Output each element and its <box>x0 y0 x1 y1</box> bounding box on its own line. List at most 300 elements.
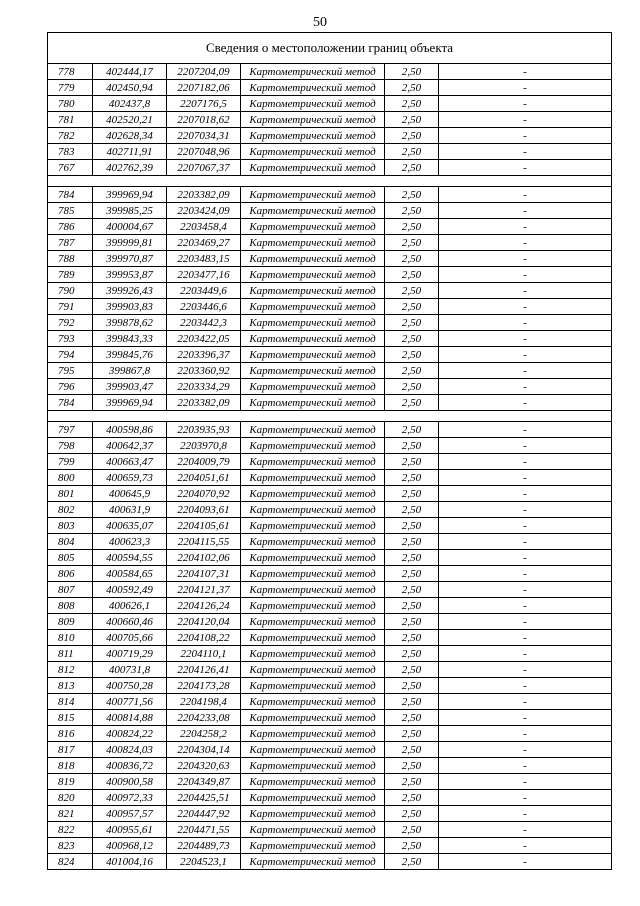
group-separator-row <box>48 411 612 422</box>
x-coordinate-cell: 400824,03 <box>93 742 167 758</box>
y-coordinate-cell: 2203970,8 <box>167 438 241 454</box>
table-title: Сведения о местоположении границ объекта <box>48 33 612 64</box>
table-row <box>48 315 612 331</box>
y-coordinate-cell: 2204233,08 <box>167 710 241 726</box>
accuracy-cell: 2,50 <box>385 838 439 854</box>
description-cell: - <box>439 742 612 758</box>
accuracy-cell: 2,50 <box>385 854 439 870</box>
method-cell: Картометрический метод <box>241 128 385 144</box>
method-cell: Картометрический метод <box>241 112 385 128</box>
method-cell: Картометрический метод <box>241 566 385 582</box>
point-number-cell: 798 <box>48 438 93 454</box>
y-coordinate-cell: 2207034,31 <box>167 128 241 144</box>
description-cell: - <box>439 235 612 251</box>
boundary-coordinates-table <box>47 32 612 870</box>
x-coordinate-cell: 400660,46 <box>93 614 167 630</box>
y-coordinate-cell: 2207067,37 <box>167 160 241 176</box>
y-coordinate-cell: 2207018,62 <box>167 112 241 128</box>
description-cell: - <box>439 64 612 80</box>
x-coordinate-cell: 399867,8 <box>93 363 167 379</box>
point-number-cell: 784 <box>48 187 93 203</box>
table-row <box>48 283 612 299</box>
accuracy-cell: 2,50 <box>385 646 439 662</box>
x-coordinate-cell: 399953,87 <box>93 267 167 283</box>
y-coordinate-cell: 2203446,6 <box>167 299 241 315</box>
x-coordinate-cell: 402437,8 <box>93 96 167 112</box>
table-row <box>48 219 612 235</box>
method-cell: Картометрический метод <box>241 438 385 454</box>
point-number-cell: 801 <box>48 486 93 502</box>
x-coordinate-cell: 400626,1 <box>93 598 167 614</box>
accuracy-cell: 2,50 <box>385 534 439 550</box>
accuracy-cell: 2,50 <box>385 742 439 758</box>
table-row <box>48 267 612 283</box>
x-coordinate-cell: 400642,37 <box>93 438 167 454</box>
method-cell: Картометрический метод <box>241 144 385 160</box>
accuracy-cell: 2,50 <box>385 550 439 566</box>
method-cell: Картометрический метод <box>241 379 385 395</box>
table-row <box>48 502 612 518</box>
method-cell: Картометрический метод <box>241 710 385 726</box>
method-cell: Картометрический метод <box>241 534 385 550</box>
table-row <box>48 80 612 96</box>
method-cell: Картометрический метод <box>241 774 385 790</box>
y-coordinate-cell: 2203382,09 <box>167 395 241 411</box>
accuracy-cell: 2,50 <box>385 454 439 470</box>
description-cell: - <box>439 854 612 870</box>
y-coordinate-cell: 2204523,1 <box>167 854 241 870</box>
point-number-cell: 784 <box>48 395 93 411</box>
y-coordinate-cell: 2204070,92 <box>167 486 241 502</box>
point-number-cell: 815 <box>48 710 93 726</box>
description-cell: - <box>439 187 612 203</box>
description-cell: - <box>439 112 612 128</box>
table-row <box>48 96 612 112</box>
table-row <box>48 363 612 379</box>
table-row <box>48 235 612 251</box>
table-row <box>48 694 612 710</box>
method-cell: Картометрический метод <box>241 235 385 251</box>
x-coordinate-cell: 400955,61 <box>93 822 167 838</box>
point-number-cell: 821 <box>48 806 93 822</box>
y-coordinate-cell: 2204425,51 <box>167 790 241 806</box>
description-cell: - <box>439 422 612 438</box>
description-cell: - <box>439 470 612 486</box>
table-row <box>48 614 612 630</box>
table-row <box>48 486 612 502</box>
accuracy-cell: 2,50 <box>385 582 439 598</box>
description-cell: - <box>439 822 612 838</box>
y-coordinate-cell: 2204108,22 <box>167 630 241 646</box>
point-number-cell: 788 <box>48 251 93 267</box>
accuracy-cell: 2,50 <box>385 710 439 726</box>
x-coordinate-cell: 400663,47 <box>93 454 167 470</box>
point-number-cell: 804 <box>48 534 93 550</box>
point-number-cell: 781 <box>48 112 93 128</box>
method-cell: Картометрический метод <box>241 315 385 331</box>
description-cell: - <box>439 838 612 854</box>
table-row <box>48 128 612 144</box>
description-cell: - <box>439 395 612 411</box>
accuracy-cell: 2,50 <box>385 96 439 112</box>
accuracy-cell: 2,50 <box>385 502 439 518</box>
method-cell: Картометрический метод <box>241 187 385 203</box>
y-coordinate-cell: 2203442,3 <box>167 315 241 331</box>
table-row <box>48 454 612 470</box>
accuracy-cell: 2,50 <box>385 790 439 806</box>
x-coordinate-cell: 400659,73 <box>93 470 167 486</box>
method-cell: Картометрический метод <box>241 299 385 315</box>
description-cell: - <box>439 630 612 646</box>
point-number-cell: 813 <box>48 678 93 694</box>
accuracy-cell: 2,50 <box>385 347 439 363</box>
point-number-cell: 767 <box>48 160 93 176</box>
x-coordinate-cell: 400750,28 <box>93 678 167 694</box>
method-cell: Картометрический метод <box>241 331 385 347</box>
accuracy-cell: 2,50 <box>385 203 439 219</box>
description-cell: - <box>439 694 612 710</box>
description-cell: - <box>439 502 612 518</box>
table-row <box>48 347 612 363</box>
x-coordinate-cell: 400957,57 <box>93 806 167 822</box>
x-coordinate-cell: 400972,33 <box>93 790 167 806</box>
table-row <box>48 251 612 267</box>
point-number-cell: 794 <box>48 347 93 363</box>
x-coordinate-cell: 400623,3 <box>93 534 167 550</box>
y-coordinate-cell: 2203458,4 <box>167 219 241 235</box>
description-cell: - <box>439 582 612 598</box>
description-cell: - <box>439 363 612 379</box>
description-cell: - <box>439 80 612 96</box>
method-cell: Картометрический метод <box>241 251 385 267</box>
x-coordinate-cell: 402520,21 <box>93 112 167 128</box>
point-number-cell: 808 <box>48 598 93 614</box>
y-coordinate-cell: 2204093,61 <box>167 502 241 518</box>
description-cell: - <box>439 128 612 144</box>
description-cell: - <box>439 160 612 176</box>
table-row <box>48 710 612 726</box>
accuracy-cell: 2,50 <box>385 598 439 614</box>
y-coordinate-cell: 2204126,24 <box>167 598 241 614</box>
accuracy-cell: 2,50 <box>385 822 439 838</box>
point-number-cell: 818 <box>48 758 93 774</box>
x-coordinate-cell: 399970,87 <box>93 251 167 267</box>
method-cell: Картометрический метод <box>241 267 385 283</box>
table-row <box>48 822 612 838</box>
method-cell: Картометрический метод <box>241 454 385 470</box>
description-cell: - <box>439 315 612 331</box>
point-number-cell: 802 <box>48 502 93 518</box>
description-cell: - <box>439 758 612 774</box>
point-number-cell: 816 <box>48 726 93 742</box>
x-coordinate-cell: 400635,07 <box>93 518 167 534</box>
table-row <box>48 806 612 822</box>
y-coordinate-cell: 2203477,16 <box>167 267 241 283</box>
x-coordinate-cell: 400771,56 <box>93 694 167 710</box>
y-coordinate-cell: 2203935,93 <box>167 422 241 438</box>
method-cell: Картометрический метод <box>241 80 385 96</box>
table-row <box>48 646 612 662</box>
table-row <box>48 379 612 395</box>
y-coordinate-cell: 2203382,09 <box>167 187 241 203</box>
table-row <box>48 534 612 550</box>
method-cell: Картометрический метод <box>241 662 385 678</box>
accuracy-cell: 2,50 <box>385 267 439 283</box>
point-number-cell: 780 <box>48 96 93 112</box>
x-coordinate-cell: 400814,88 <box>93 710 167 726</box>
description-cell: - <box>439 454 612 470</box>
point-number-cell: 795 <box>48 363 93 379</box>
description-cell: - <box>439 710 612 726</box>
method-cell: Картометрический метод <box>241 395 385 411</box>
y-coordinate-cell: 2204258,2 <box>167 726 241 742</box>
point-number-cell: 787 <box>48 235 93 251</box>
method-cell: Картометрический метод <box>241 822 385 838</box>
x-coordinate-cell: 399878,62 <box>93 315 167 331</box>
accuracy-cell: 2,50 <box>385 614 439 630</box>
y-coordinate-cell: 2204009,79 <box>167 454 241 470</box>
y-coordinate-cell: 2203396,37 <box>167 347 241 363</box>
x-coordinate-cell: 399969,94 <box>93 395 167 411</box>
accuracy-cell: 2,50 <box>385 128 439 144</box>
description-cell: - <box>439 678 612 694</box>
x-coordinate-cell: 399985,25 <box>93 203 167 219</box>
method-cell: Картометрический метод <box>241 742 385 758</box>
x-coordinate-cell: 400705,66 <box>93 630 167 646</box>
point-number-cell: 807 <box>48 582 93 598</box>
accuracy-cell: 2,50 <box>385 630 439 646</box>
method-cell: Картометрический метод <box>241 422 385 438</box>
accuracy-cell: 2,50 <box>385 395 439 411</box>
method-cell: Картометрический метод <box>241 598 385 614</box>
method-cell: Картометрический метод <box>241 726 385 742</box>
table-row <box>48 630 612 646</box>
description-cell: - <box>439 662 612 678</box>
description-cell: - <box>439 646 612 662</box>
point-number-cell: 814 <box>48 694 93 710</box>
y-coordinate-cell: 2204349,87 <box>167 774 241 790</box>
accuracy-cell: 2,50 <box>385 251 439 267</box>
method-cell: Картометрический метод <box>241 646 385 662</box>
table-row <box>48 854 612 870</box>
description-cell: - <box>439 251 612 267</box>
table-row <box>48 395 612 411</box>
description-cell: - <box>439 219 612 235</box>
accuracy-cell: 2,50 <box>385 219 439 235</box>
method-cell: Картометрический метод <box>241 160 385 176</box>
point-number-cell: 812 <box>48 662 93 678</box>
method-cell: Картометрический метод <box>241 614 385 630</box>
y-coordinate-cell: 2204121,37 <box>167 582 241 598</box>
table-row <box>48 160 612 176</box>
y-coordinate-cell: 2207204,09 <box>167 64 241 80</box>
y-coordinate-cell: 2204102,06 <box>167 550 241 566</box>
point-number-cell: 819 <box>48 774 93 790</box>
description-cell: - <box>439 774 612 790</box>
point-number-cell: 785 <box>48 203 93 219</box>
x-coordinate-cell: 399999,81 <box>93 235 167 251</box>
point-number-cell: 791 <box>48 299 93 315</box>
y-coordinate-cell: 2204173,28 <box>167 678 241 694</box>
table-row <box>48 758 612 774</box>
point-number-cell: 805 <box>48 550 93 566</box>
method-cell: Картометрический метод <box>241 64 385 80</box>
x-coordinate-cell: 399903,47 <box>93 379 167 395</box>
point-number-cell: 806 <box>48 566 93 582</box>
page-number: 50 <box>313 15 327 30</box>
y-coordinate-cell: 2204120,04 <box>167 614 241 630</box>
y-coordinate-cell: 2204198,4 <box>167 694 241 710</box>
method-cell: Картометрический метод <box>241 502 385 518</box>
point-number-cell: 799 <box>48 454 93 470</box>
description-cell: - <box>439 96 612 112</box>
accuracy-cell: 2,50 <box>385 283 439 299</box>
y-coordinate-cell: 2203469,27 <box>167 235 241 251</box>
y-coordinate-cell: 2203424,09 <box>167 203 241 219</box>
y-coordinate-cell: 2203449,6 <box>167 283 241 299</box>
description-cell: - <box>439 614 612 630</box>
method-cell: Картометрический метод <box>241 694 385 710</box>
description-cell: - <box>439 486 612 502</box>
accuracy-cell: 2,50 <box>385 80 439 96</box>
method-cell: Картометрический метод <box>241 838 385 854</box>
point-number-cell: 796 <box>48 379 93 395</box>
accuracy-cell: 2,50 <box>385 235 439 251</box>
x-coordinate-cell: 402450,94 <box>93 80 167 96</box>
description-cell: - <box>439 331 612 347</box>
y-coordinate-cell: 2203334,29 <box>167 379 241 395</box>
y-coordinate-cell: 2204304,14 <box>167 742 241 758</box>
point-number-cell: 824 <box>48 854 93 870</box>
accuracy-cell: 2,50 <box>385 758 439 774</box>
group-separator-row <box>48 176 612 187</box>
accuracy-cell: 2,50 <box>385 299 439 315</box>
description-cell: - <box>439 550 612 566</box>
table-row <box>48 742 612 758</box>
table-row <box>48 299 612 315</box>
description-cell: - <box>439 598 612 614</box>
point-number-cell: 783 <box>48 144 93 160</box>
point-number-cell: 792 <box>48 315 93 331</box>
description-cell: - <box>439 518 612 534</box>
x-coordinate-cell: 400004,67 <box>93 219 167 235</box>
y-coordinate-cell: 2204107,31 <box>167 566 241 582</box>
accuracy-cell: 2,50 <box>385 160 439 176</box>
method-cell: Картометрический метод <box>241 550 385 566</box>
y-coordinate-cell: 2204447,92 <box>167 806 241 822</box>
accuracy-cell: 2,50 <box>385 187 439 203</box>
description-cell: - <box>439 790 612 806</box>
y-coordinate-cell: 2204489,73 <box>167 838 241 854</box>
x-coordinate-cell: 399845,76 <box>93 347 167 363</box>
table-row <box>48 187 612 203</box>
table-row <box>48 678 612 694</box>
accuracy-cell: 2,50 <box>385 518 439 534</box>
table-row <box>48 422 612 438</box>
accuracy-cell: 2,50 <box>385 566 439 582</box>
point-number-cell: 803 <box>48 518 93 534</box>
x-coordinate-cell: 400900,58 <box>93 774 167 790</box>
method-cell: Картометрический метод <box>241 582 385 598</box>
y-coordinate-cell: 2204105,61 <box>167 518 241 534</box>
x-coordinate-cell: 402711,91 <box>93 144 167 160</box>
accuracy-cell: 2,50 <box>385 144 439 160</box>
method-cell: Картометрический метод <box>241 203 385 219</box>
x-coordinate-cell: 402762,39 <box>93 160 167 176</box>
method-cell: Картометрический метод <box>241 283 385 299</box>
x-coordinate-cell: 400594,55 <box>93 550 167 566</box>
point-number-cell: 779 <box>48 80 93 96</box>
table-row <box>48 438 612 454</box>
y-coordinate-cell: 2204110,1 <box>167 646 241 662</box>
point-number-cell: 820 <box>48 790 93 806</box>
method-cell: Картометрический метод <box>241 678 385 694</box>
accuracy-cell: 2,50 <box>385 64 439 80</box>
method-cell: Картометрический метод <box>241 363 385 379</box>
description-cell: - <box>439 534 612 550</box>
accuracy-cell: 2,50 <box>385 363 439 379</box>
method-cell: Картометрический метод <box>241 470 385 486</box>
accuracy-cell: 2,50 <box>385 112 439 128</box>
point-number-cell: 786 <box>48 219 93 235</box>
x-coordinate-cell: 400631,9 <box>93 502 167 518</box>
accuracy-cell: 2,50 <box>385 726 439 742</box>
point-number-cell: 778 <box>48 64 93 80</box>
y-coordinate-cell: 2207182,06 <box>167 80 241 96</box>
x-coordinate-cell: 400645,9 <box>93 486 167 502</box>
accuracy-cell: 2,50 <box>385 806 439 822</box>
point-number-cell: 822 <box>48 822 93 838</box>
x-coordinate-cell: 399843,33 <box>93 331 167 347</box>
x-coordinate-cell: 400836,72 <box>93 758 167 774</box>
x-coordinate-cell: 400592,49 <box>93 582 167 598</box>
y-coordinate-cell: 2204320,63 <box>167 758 241 774</box>
description-cell: - <box>439 203 612 219</box>
table-row <box>48 726 612 742</box>
table-title-row <box>48 33 612 64</box>
x-coordinate-cell: 399926,43 <box>93 283 167 299</box>
table-row <box>48 550 612 566</box>
y-coordinate-cell: 2204126,41 <box>167 662 241 678</box>
method-cell: Картометрический метод <box>241 518 385 534</box>
description-cell: - <box>439 267 612 283</box>
description-cell: - <box>439 566 612 582</box>
method-cell: Картометрический метод <box>241 96 385 112</box>
point-number-cell: 809 <box>48 614 93 630</box>
table-row <box>48 774 612 790</box>
accuracy-cell: 2,50 <box>385 662 439 678</box>
accuracy-cell: 2,50 <box>385 678 439 694</box>
table-row <box>48 144 612 160</box>
point-number-cell: 823 <box>48 838 93 854</box>
accuracy-cell: 2,50 <box>385 331 439 347</box>
point-number-cell: 793 <box>48 331 93 347</box>
table-row <box>48 331 612 347</box>
x-coordinate-cell: 400598,86 <box>93 422 167 438</box>
y-coordinate-cell: 2203483,15 <box>167 251 241 267</box>
point-number-cell: 797 <box>48 422 93 438</box>
point-number-cell: 811 <box>48 646 93 662</box>
table-row <box>48 582 612 598</box>
y-coordinate-cell: 2203422,05 <box>167 331 241 347</box>
description-cell: - <box>439 379 612 395</box>
accuracy-cell: 2,50 <box>385 694 439 710</box>
point-number-cell: 810 <box>48 630 93 646</box>
point-number-cell: 790 <box>48 283 93 299</box>
accuracy-cell: 2,50 <box>385 315 439 331</box>
x-coordinate-cell: 399969,94 <box>93 187 167 203</box>
method-cell: Картометрический метод <box>241 347 385 363</box>
